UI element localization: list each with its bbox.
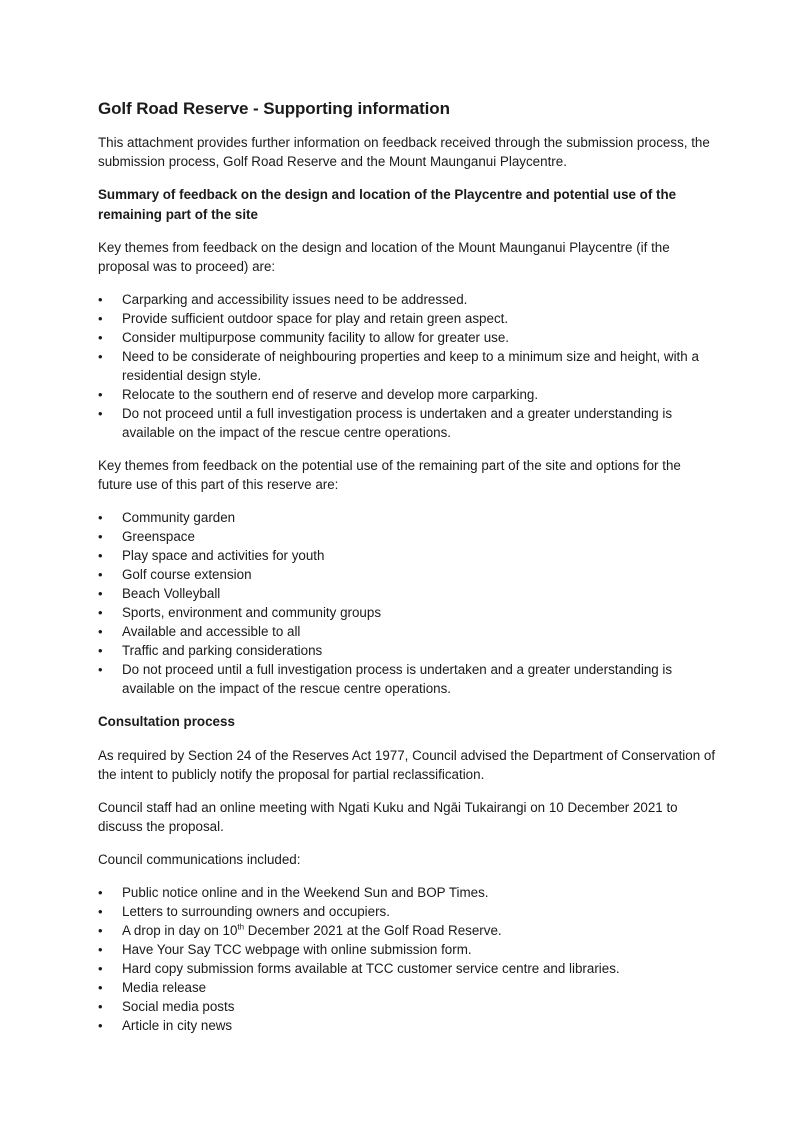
list-item: • Media release xyxy=(98,978,718,997)
communications-intro: Council communications included: xyxy=(98,851,301,867)
list-item: • Article in city news xyxy=(98,1016,718,1035)
list-item: • Do not proceed until a full investigation process is undertaken and a greater understanding is available on the impact of the rescue centre operations. xyxy=(98,660,718,698)
list-item: • Beach Volleyball xyxy=(98,584,718,603)
remaining-intro-paragraph: Key themes from feedback on the potential use of the remaining part of the site and options for the future use of this part of this reserve are: xyxy=(98,458,681,492)
list-item: • Provide sufficient outdoor space for play and retain green aspect. xyxy=(98,309,718,328)
list-item xyxy=(98,921,718,940)
drop-in-day-text-start: A drop in day on 10 xyxy=(122,922,238,938)
list-item: • Have Your Say TCC webpage with online submission form. xyxy=(98,940,718,959)
design-themes-list xyxy=(98,290,718,442)
list-item: • Relocate to the southern end of reserve and develop more carparking. xyxy=(98,385,718,404)
list-item: • Social media posts xyxy=(98,997,718,1016)
list-item: • Traffic and parking considerations xyxy=(98,641,718,660)
consultation-paragraph-1: As required by Section 24 of the Reserves Act 1977, Council advised the Department of Conservation of the intent to publicly notify the proposal for partial reclassification. xyxy=(98,747,716,782)
document-page xyxy=(98,98,718,1049)
list-item: • Need to be considerate of neighbouring properties and keep to a minimum size and height, with a residential design style. xyxy=(98,347,718,385)
list-item: • Sports, environment and community groups xyxy=(98,603,718,622)
list-item: • Hard copy submission forms available at TCC customer service centre and libraries. xyxy=(98,959,718,978)
list-item: • Carparking and accessibility issues need to be addressed. xyxy=(98,290,718,309)
intro-paragraph: This attachment provides further information on feedback received through the submission process, the submission process, Golf Road Reserve and the Mount Maunganui Playcentre. xyxy=(98,135,710,169)
list-item: • Play space and activities for youth xyxy=(98,546,718,565)
consultation-heading: Consultation process xyxy=(98,714,235,729)
list-item: • Letters to surrounding owners and occupiers. xyxy=(98,902,718,921)
summary-heading: Summary of feedback on the design and location of the Playcentre and potential use of the remaining part of the site xyxy=(98,187,677,222)
document-title: Golf Road Reserve - Supporting information xyxy=(98,99,450,118)
drop-in-day-text-end: December 2021 at the Golf Road Reserve. xyxy=(244,922,502,938)
list-item: • Greenspace xyxy=(98,527,718,546)
list-item: • Golf course extension xyxy=(98,565,718,584)
remaining-themes-list xyxy=(98,508,718,698)
ordinal-suffix: th xyxy=(237,922,245,932)
list-item: • Consider multipurpose community facility to allow for greater use. xyxy=(98,328,718,347)
consultation-paragraph-2: Council staff had an online meeting with Ngati Kuku and Ngāi Tukairangi on 10 December 2021 to discuss the proposal. xyxy=(98,799,678,834)
list-item: • Available and accessible to all xyxy=(98,622,718,641)
list-item: • Public notice online and in the Weekend Sun and BOP Times. xyxy=(98,883,718,902)
design-intro-paragraph: Key themes from feedback on the design and location of the Mount Maunganui Playcentre (if the proposal was to proceed) are: xyxy=(98,240,670,274)
list-item: • Do not proceed until a full investigation process is undertaken and a greater understanding is available on the impact of the rescue centre operations. xyxy=(98,404,718,442)
list-item: • Community garden xyxy=(98,508,718,527)
communications-list xyxy=(98,883,718,1035)
